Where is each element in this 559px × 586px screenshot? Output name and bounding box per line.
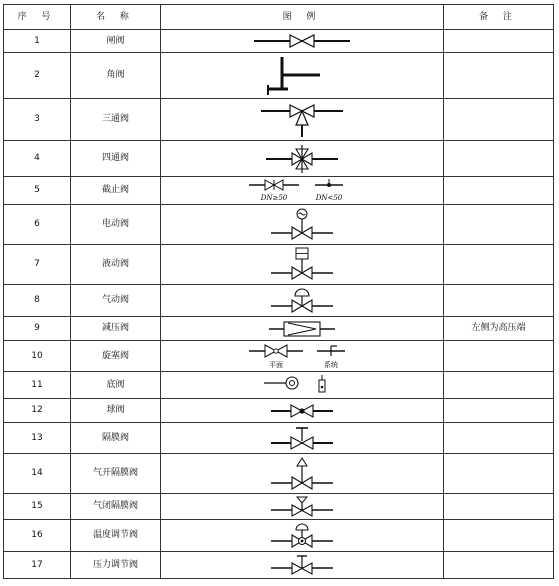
remark-cell <box>444 205 554 245</box>
remark-cell <box>444 552 554 579</box>
remark-cell <box>444 53 554 99</box>
ball-valve-icon <box>267 402 337 420</box>
table-row <box>4 99 554 141</box>
table-row <box>4 552 554 579</box>
remark-cell <box>444 141 554 177</box>
pressure-reducing-valve-icon <box>267 319 337 339</box>
hydraulic-valve-icon <box>267 247 337 283</box>
remark-cell: 左侧为高压端 <box>444 317 554 341</box>
legend-cell <box>161 423 444 454</box>
system-label: 系统 <box>324 360 338 369</box>
legend-cell <box>161 372 444 399</box>
row-number: 12 <box>4 399 71 423</box>
table-row <box>4 341 554 372</box>
row-number: 1 <box>4 30 71 53</box>
plan-label: 平面 <box>269 360 283 369</box>
valve-name: 旋塞阀 <box>71 341 161 372</box>
table-row <box>4 245 554 285</box>
remark-cell <box>444 285 554 317</box>
four-way-valve-icon <box>262 143 342 175</box>
valve-name: 液动阀 <box>71 245 161 285</box>
table-row <box>4 494 554 520</box>
legend-cell <box>161 177 444 205</box>
row-number: 3 <box>4 99 71 141</box>
valve-name: 气动阀 <box>71 285 161 317</box>
valve-name: 闸阀 <box>71 30 161 53</box>
valve-name: 减压阀 <box>71 317 161 341</box>
remark-cell <box>444 99 554 141</box>
remark-cell <box>444 372 554 399</box>
row-number: 14 <box>4 454 71 494</box>
remark-cell <box>444 245 554 285</box>
globe-valve-icon <box>247 179 357 203</box>
remark-cell <box>444 399 554 423</box>
remark-cell <box>444 520 554 552</box>
legend-cell <box>161 341 444 372</box>
header-legend: 图 例 <box>161 5 444 30</box>
remark-cell <box>444 341 554 372</box>
table-row <box>4 399 554 423</box>
remark-cell <box>444 494 554 520</box>
legend-cell <box>161 494 444 520</box>
air-open-diaphragm-valve-icon <box>267 456 337 492</box>
table-row <box>4 520 554 552</box>
header-remark: 备 注 <box>444 5 554 30</box>
valve-name: 电动阀 <box>71 205 161 245</box>
valve-name: 温度调节阀 <box>71 520 161 552</box>
pneumatic-valve-icon <box>267 287 337 315</box>
plug-valve-icon <box>247 343 357 370</box>
electric-valve-icon <box>267 207 337 243</box>
row-number: 13 <box>4 423 71 454</box>
valve-name: 角阀 <box>71 53 161 99</box>
foot-valve-icon <box>262 374 342 396</box>
remark-cell <box>444 423 554 454</box>
three-way-valve-icon <box>257 101 347 139</box>
remark-cell <box>444 30 554 53</box>
legend-cell <box>161 454 444 494</box>
dn-small-label: DN<50 <box>315 193 343 202</box>
row-number: 17 <box>4 552 71 579</box>
table-row <box>4 53 554 99</box>
gate-valve-icon <box>252 33 352 49</box>
header-seq: 序 号 <box>4 5 71 30</box>
legend-cell <box>161 520 444 552</box>
valve-name: 截止阀 <box>71 177 161 205</box>
legend-cell <box>161 141 444 177</box>
row-number: 16 <box>4 520 71 552</box>
legend-cell <box>161 53 444 99</box>
row-number: 5 <box>4 177 71 205</box>
valve-legend-table <box>3 4 554 579</box>
legend-cell <box>161 399 444 423</box>
valve-name: 压力调节阀 <box>71 552 161 579</box>
air-close-diaphragm-valve-icon <box>267 496 337 518</box>
row-number: 11 <box>4 372 71 399</box>
row-number: 4 <box>4 141 71 177</box>
legend-cell <box>161 245 444 285</box>
table-row <box>4 423 554 454</box>
temperature-control-valve-icon <box>267 522 337 550</box>
valve-name: 球阀 <box>71 399 161 423</box>
dn-large-label: DN≥50 <box>260 193 288 202</box>
table-row <box>4 177 554 205</box>
row-number: 2 <box>4 53 71 99</box>
pressure-control-valve-icon <box>267 554 337 577</box>
diaphragm-valve-icon <box>267 425 337 452</box>
row-number: 6 <box>4 205 71 245</box>
table-row <box>4 30 554 53</box>
valve-name: 四通阀 <box>71 141 161 177</box>
valve-name: 气闭隔膜阀 <box>71 494 161 520</box>
angle-valve-icon <box>262 55 342 97</box>
valve-name: 隔膜阀 <box>71 423 161 454</box>
row-number: 9 <box>4 317 71 341</box>
valve-name: 底阀 <box>71 372 161 399</box>
table-row <box>4 141 554 177</box>
row-number: 15 <box>4 494 71 520</box>
table-row <box>4 317 554 341</box>
row-number: 10 <box>4 341 71 372</box>
legend-cell <box>161 552 444 579</box>
remark-cell <box>444 454 554 494</box>
legend-cell <box>161 285 444 317</box>
table-row <box>4 205 554 245</box>
table-row <box>4 285 554 317</box>
header-name: 名 称 <box>71 5 161 30</box>
header-row <box>4 5 554 30</box>
table-row <box>4 372 554 399</box>
table-row <box>4 454 554 494</box>
remark-cell <box>444 177 554 205</box>
row-number: 8 <box>4 285 71 317</box>
legend-cell <box>161 205 444 245</box>
valve-name: 气开隔膜阀 <box>71 454 161 494</box>
legend-cell <box>161 317 444 341</box>
legend-cell <box>161 30 444 53</box>
legend-cell <box>161 99 444 141</box>
row-number: 7 <box>4 245 71 285</box>
valve-name: 三通阀 <box>71 99 161 141</box>
